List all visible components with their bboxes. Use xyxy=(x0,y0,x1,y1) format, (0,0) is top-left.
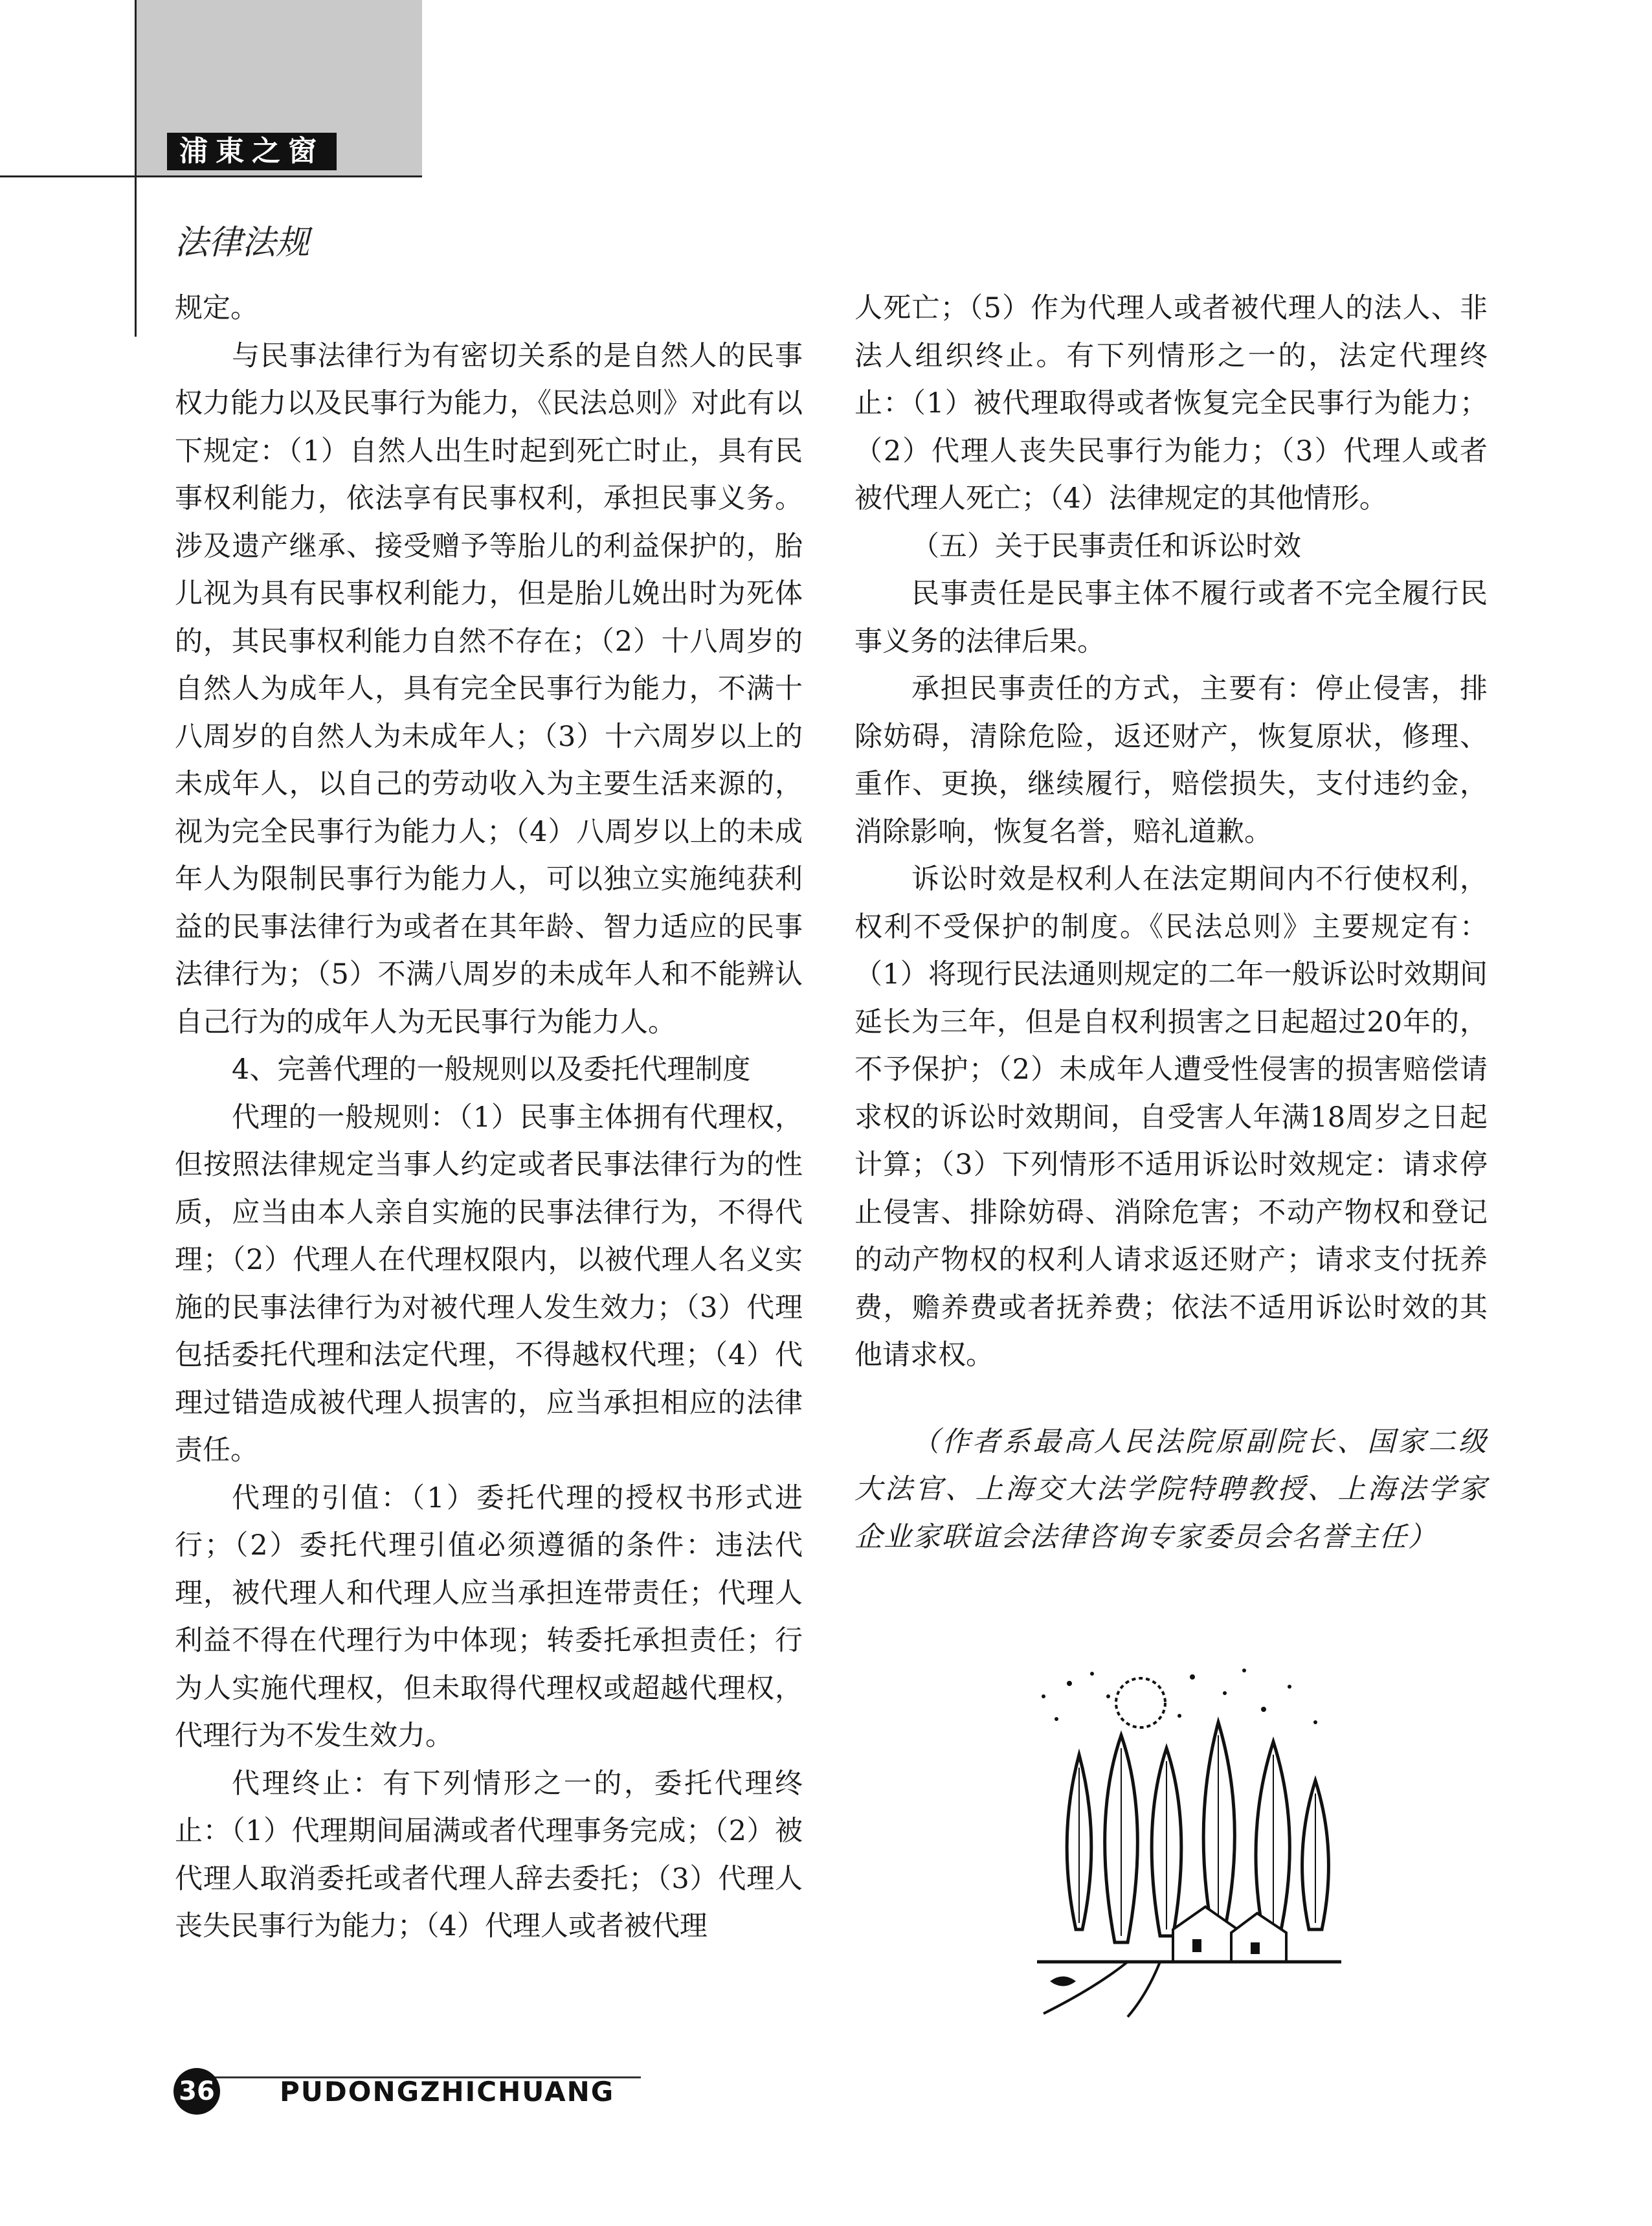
paragraph: 承担民事责任的方式，主要有：停止侵害，排除妨碍，清除危险，返还财产，恢复原状，修理、重作、更换，继续履行，赔偿损失，支付违约金，消除影响，恢复名誉，赔礼道歉。 xyxy=(854,673,1488,848)
subheading: 4、完善代理的一般规则以及委托代理制度 xyxy=(232,1053,751,1086)
page-number: 36 xyxy=(173,2068,220,2115)
header-horizontal-rule xyxy=(0,175,422,177)
magazine-brand-logo: 浦東之窗 xyxy=(167,133,337,170)
paragraph: 代理终止：有下列情形之一的，委托代理终止：（1）代理期间届满或者代理事务完成；（2）被代理人取消委托或者代理人辞去委托；（3）代理人丧失民事行为能力；（4）代理人或者被代理 xyxy=(175,1767,803,1942)
section-title: 法律法规 xyxy=(175,223,310,262)
paragraph: 代理的引值：（1）委托代理的授权书形式进行；（2）委托代理引值必须遵循的条件：违法代理，被代理人和代理人应当承担连带责任；代理人利益不得在代理行为中体现；转委托承担责任；行为人实施代理权，但未取得代理权或超越代理权，代理行为不发生效力。 xyxy=(175,1481,803,1752)
paragraph: 代理的一般规则：（1）民事主体拥有代理权，但按照法律规定当事人约定或者民事法律行为的性质，应当由本人亲自实施的民事法律行为，不得代理；（2）代理人在代理权限内，以被代理人名义实施的民事法律行为对被代理人发生效力；（3）代理包括委托代理和法定代理，不得越权代理；（4）代理过错造成被代理人损害的，应当承担相应的法律责任。 xyxy=(175,1101,803,1467)
left-text-column xyxy=(175,285,803,1951)
paragraph: 民事责任是民事主体不履行或者不完全履行民事义务的法律后果。 xyxy=(854,578,1488,658)
paragraph: 人死亡；（5）作为代理人或者被代理人的法人、非法人组织终止。有下列情形之一的，法定代理终止：（1）被代理取得或者恢复完全民事行为能力；（2）代理人丧失民事行为能力；（3）代理人或者被代理人死亡；（4）法律规定的其他情形。 xyxy=(854,292,1488,515)
header-vertical-rule xyxy=(135,0,137,337)
subheading: （五）关于民事责任和诉讼时效 xyxy=(911,530,1301,563)
author-note: （作者系最高人民法院原副院长、国家二级大法官、上海交大法学院特聘教授、上海法学家企业家联谊会法律咨询专家委员会名誉主任） xyxy=(854,1425,1488,1553)
magazine-name: PUDONGZHICHUANG xyxy=(280,2076,615,2108)
paragraph: 诉讼时效是权利人在法定期间内不行使权利，权利不受保护的制度。《民法总则》主要规定有：（1）将现行民法通则规定的二年一般诉讼时效期间延长为三年，但是自权利损害之日起超过20年的，不予保护；（2）未成年人遭受性侵害的损害赔偿请求权的诉讼时效期间，自受害人年满18周岁之日起计算；（3）下列情形不适用诉讼时效规定：请求停止侵害、排除妨碍、消除危害；不动产物权和登记的动产物权的权利人请求返还财产；请求支付抚养费，赡养费或者抚养费；依法不适用诉讼时效的其他请求权。 xyxy=(854,863,1488,1371)
paragraph: 与民事法律行为有密切关系的是自然人的民事权力能力以及民事行为能力，《民法总则》对此有以下规定：（1）自然人出生时起到死亡时止，具有民事权利能力，依法享有民事权利，承担民事义务。涉及遗产继承、接受赠予等胎儿的利益保护的，胎儿视为具有民事权利能力，但是胎儿娩出时为死体的，其民事权利能力自然不存在；（2）十八周岁的自然人为成年人，具有完全民事行为能力，不满十八周岁的自然人为未成年人；（3）十六周岁以上的未成年人，以自己的劳动收入为主要生活来源的，视为完全民事行为能力人；（4）八周岁以上的未成年人为限制民事行为能力人，可以独立实施纯获利益的民事法律行为或者在其年龄、智力适应的民事法律行为；（5）不满八周岁的未成年人和不能辨认自己行为的成年人为无民事行为能力人。 xyxy=(175,339,803,1039)
right-text-column xyxy=(854,285,1488,1561)
forest-illustration xyxy=(1031,1658,1345,2020)
paragraph: 规定。 xyxy=(175,292,258,324)
